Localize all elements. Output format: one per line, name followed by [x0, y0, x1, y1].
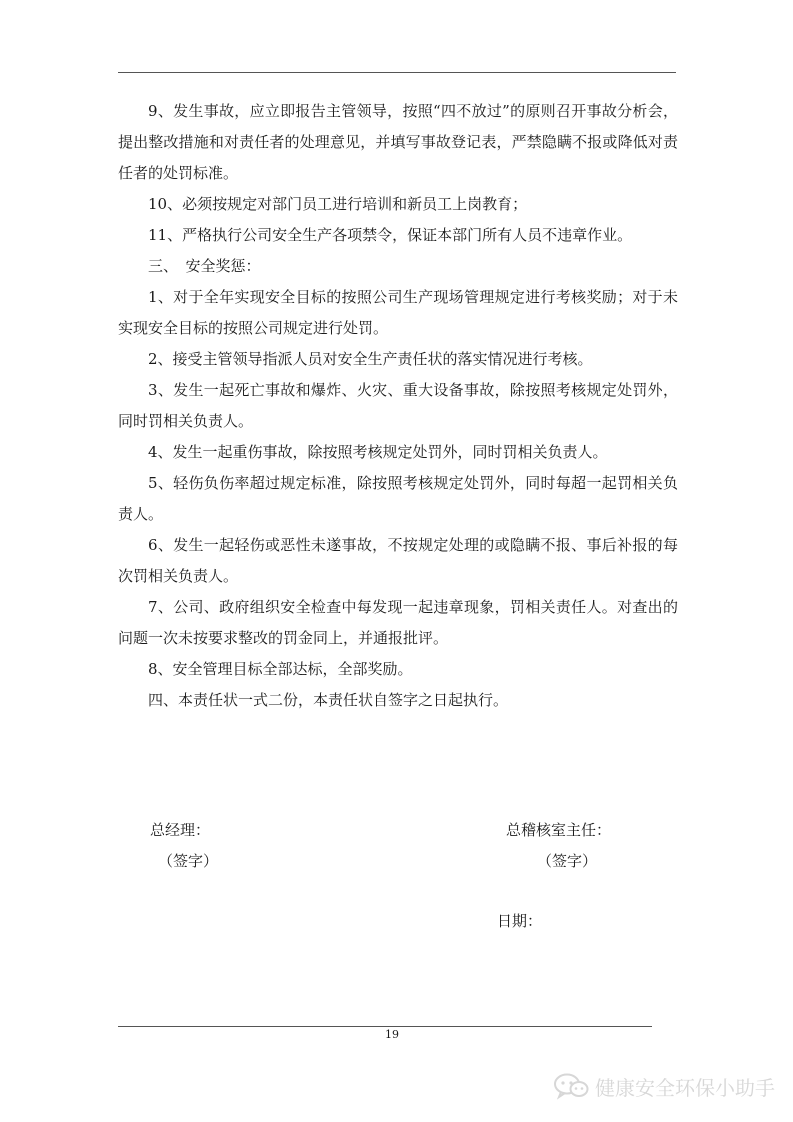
document-body [118, 96, 678, 716]
wechat-icon [553, 1072, 589, 1100]
paragraph: 11、严格执行公司安全生产各项禁令，保证本部门所有人员不违章作业。 [148, 226, 633, 244]
paragraph: 四、本责任状一式二份，本责任状自签字之日起执行。 [148, 691, 509, 709]
paragraph: 9、发生事故，应立即报告主管领导，按照“四不放过”的原则召开事故分析会，提出整改措施和对责任者的处理意见，并填写事故登记表，严禁隐瞒不报或降低对责任者的处罚标准。 [118, 102, 678, 182]
paragraph: 5、轻伤负伤率超过规定标准，除按照考核规定处罚外，同时每超一起罚相关负责人。 [118, 474, 678, 523]
paragraph: 1、对于全年实现安全目标的按照公司生产现场管理规定进行考核奖励；对于未实现安全目标的按照公司规定进行处罚。 [118, 288, 678, 337]
paragraph: 7、公司、政府组织安全检查中每发现一起违章现象，罚相关责任人。对查出的问题一次未按要求整改的罚金同上，并通报批评。 [118, 598, 678, 647]
watermark [553, 1072, 775, 1100]
footer-rule [118, 1026, 652, 1027]
paragraph: 10、必须按规定对部门员工进行培训和新员工上岗教育； [148, 195, 528, 213]
paragraph: 8、安全管理目标全部达标，全部奖励。 [148, 660, 413, 678]
audit-director-signature: （签字） [537, 852, 598, 870]
date-label: 日期： [497, 912, 543, 930]
page-number: 19 [385, 1028, 399, 1041]
header-rule [118, 72, 676, 73]
general-manager-signature: （签字） [158, 852, 219, 870]
paragraph: 4、发生一起重伤事故，除按照考核规定处罚外，同时罚相关负责人。 [148, 443, 608, 461]
paragraph: 6、发生一起轻伤或恶性未遂事故，不按规定处理的或隐瞒不报、事后补报的每次罚相关负责人。 [118, 536, 678, 585]
general-manager-label: 总经理： [150, 821, 211, 839]
watermark-text: 健康安全环保小助手 [595, 1075, 775, 1100]
paragraph: 3、发生一起死亡事故和爆炸、火灾、重大设备事故，除按照考核规定处罚外，同时罚相关负责人。 [118, 381, 678, 430]
section-heading: 三、 安全奖惩： [148, 257, 261, 275]
audit-director-label: 总稽核室主任： [506, 821, 612, 839]
paragraph: 2、接受主管领导指派人员对安全生产责任状的落实情况进行考核。 [148, 350, 593, 368]
